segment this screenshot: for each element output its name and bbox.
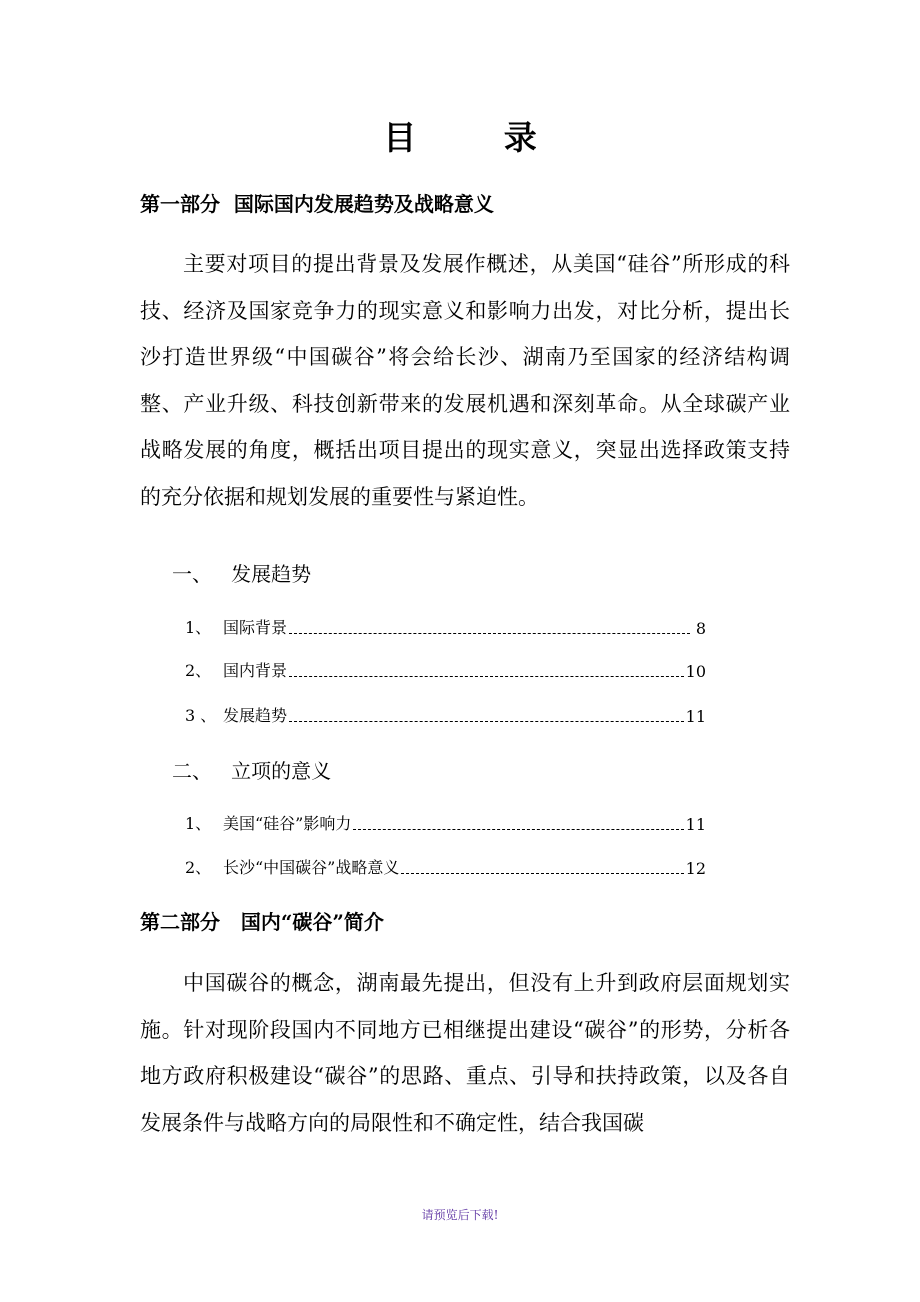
part1-paragraph-text: 主要对项目的提出背景及发展作概述，从美国“硅谷”所形成的科技、经济及国家竞争力的现实意义和影响力出发，对比分析，提出长沙打造世界级“中国碳谷”将会给长沙、湖南乃至国家的经济结构调整、产业升级、科技创新带来的发展机遇和深刻革命。从全球碳产业战略发展的角度，概括出项目提出的现实意义，突显出选择政策支持的充分依据和规划发展的重要性与紧迫性。 bbox=[140, 252, 790, 509]
toc-entry-title: 国际背景 bbox=[223, 618, 288, 637]
toc-entry-number: 2、 bbox=[185, 858, 212, 877]
part1-paragraph bbox=[140, 241, 790, 520]
toc-leader-line bbox=[401, 872, 683, 874]
toc-entry[interactable] bbox=[185, 702, 706, 726]
toc-leader-line bbox=[289, 632, 690, 634]
toc-entry-page: 10 bbox=[685, 662, 706, 681]
part1-heading: 第一部分 国际国内发展趋势及战略意义 bbox=[140, 192, 494, 216]
toc-entry[interactable] bbox=[185, 614, 706, 638]
part2-heading: 第二部分 国内“碳谷”简介 bbox=[140, 910, 384, 934]
section-heading-significance: 二、 立项的意义 bbox=[172, 759, 332, 783]
toc-entry-number: 1、 bbox=[185, 618, 212, 637]
toc-entry-title: 国内背景 bbox=[223, 661, 288, 680]
toc-entry[interactable] bbox=[185, 657, 706, 681]
toc-entry-page: 11 bbox=[685, 815, 706, 834]
page-title: 目 录 bbox=[383, 118, 575, 157]
part2-paragraph bbox=[140, 960, 790, 1146]
toc-entry[interactable] bbox=[185, 810, 706, 834]
toc-entry-page: 8 bbox=[695, 619, 706, 638]
toc-entry-title: 美国“硅谷”影响力 bbox=[223, 814, 352, 833]
toc-leader-line bbox=[353, 828, 683, 830]
toc-leader-line bbox=[289, 720, 684, 722]
toc-leader-line bbox=[289, 675, 684, 677]
toc-entry-number: 1、 bbox=[185, 814, 212, 833]
toc-entry-title: 发展趋势 bbox=[223, 706, 288, 725]
part2-paragraph-text: 中国碳谷的概念，湖南最先提出，但没有上升到政府层面规划实施。针对现阶段国内不同地方已相继提出建设“碳谷”的形势，分析各地方政府积极建设“碳谷”的思路、重点、引导和扶持政策，以及各自发展条件与战略方向的局限性和不确定性，结合我国碳 bbox=[140, 971, 790, 1135]
section-heading-trend: 一、 发展趋势 bbox=[172, 562, 312, 586]
toc-entry-number: 2、 bbox=[185, 661, 212, 680]
toc-entry-page: 12 bbox=[685, 859, 706, 878]
toc-entry-title: 长沙“中国碳谷”战略意义 bbox=[223, 858, 400, 877]
download-hint-footer: 请预览后下载! bbox=[421, 1208, 499, 1222]
toc-entry-number: 3 、 bbox=[185, 706, 217, 725]
toc-entry-page: 11 bbox=[685, 707, 706, 726]
toc-entry[interactable] bbox=[185, 854, 706, 878]
